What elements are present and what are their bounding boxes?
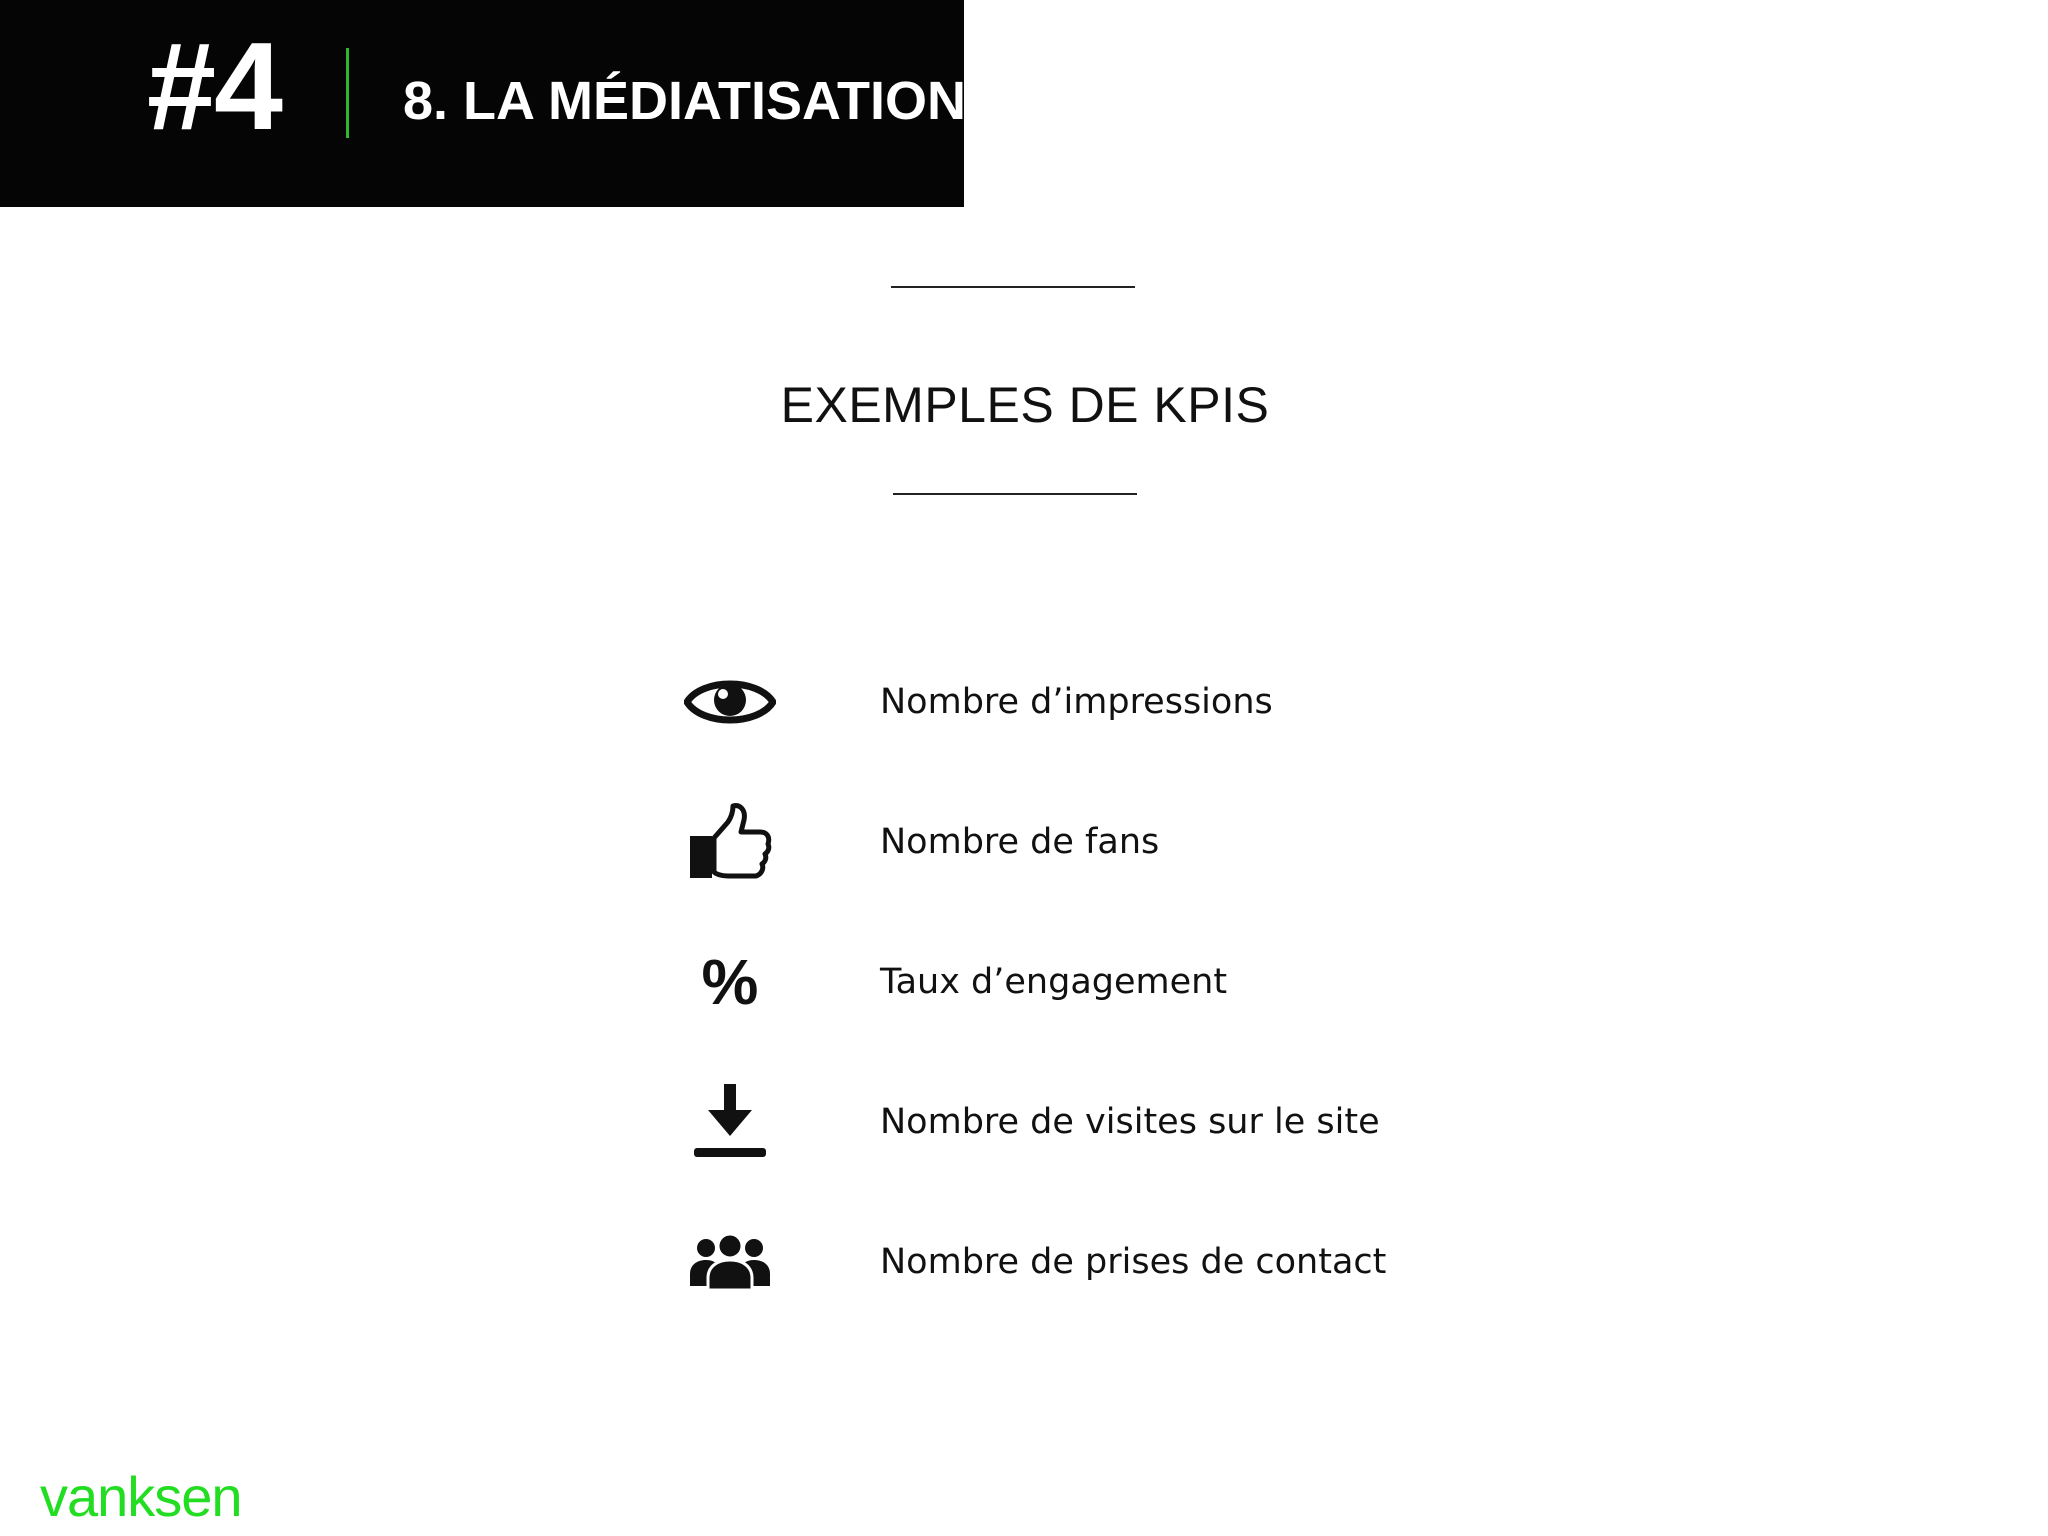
heading-rule-top: [891, 286, 1135, 288]
header-divider: [346, 48, 349, 138]
section-title: 8. LA MÉDIATISATION: [403, 71, 966, 131]
kpi-item-fans: [680, 792, 1480, 892]
kpi-label: Nombre de prises de contact: [880, 1242, 1387, 1282]
kpi-label: Nombre de fans: [880, 822, 1160, 862]
kpi-item-contacts: [680, 1212, 1480, 1312]
download-icon: [680, 1072, 780, 1172]
header-bar: [0, 0, 964, 207]
heading-rule-bottom: [893, 493, 1137, 495]
kpi-item-engagement: [680, 932, 1480, 1032]
slide-heading: EXEMPLES DE KPIS: [780, 377, 1270, 433]
kpi-item-visits: [680, 1072, 1480, 1172]
group-icon: [680, 1212, 780, 1312]
vanksen-logo: vanksen: [40, 1465, 242, 1528]
thumbs-up-icon: [680, 792, 780, 892]
kpi-label: Nombre d’impressions: [880, 682, 1273, 722]
kpi-item-impressions: [680, 652, 1480, 752]
percent-icon: %: [701, 946, 759, 1018]
kpi-label: Nombre de visites sur le site: [880, 1102, 1380, 1142]
section-number: #4: [147, 18, 281, 156]
eye-icon: [680, 652, 780, 752]
kpi-label: Taux d’engagement: [880, 962, 1228, 1002]
